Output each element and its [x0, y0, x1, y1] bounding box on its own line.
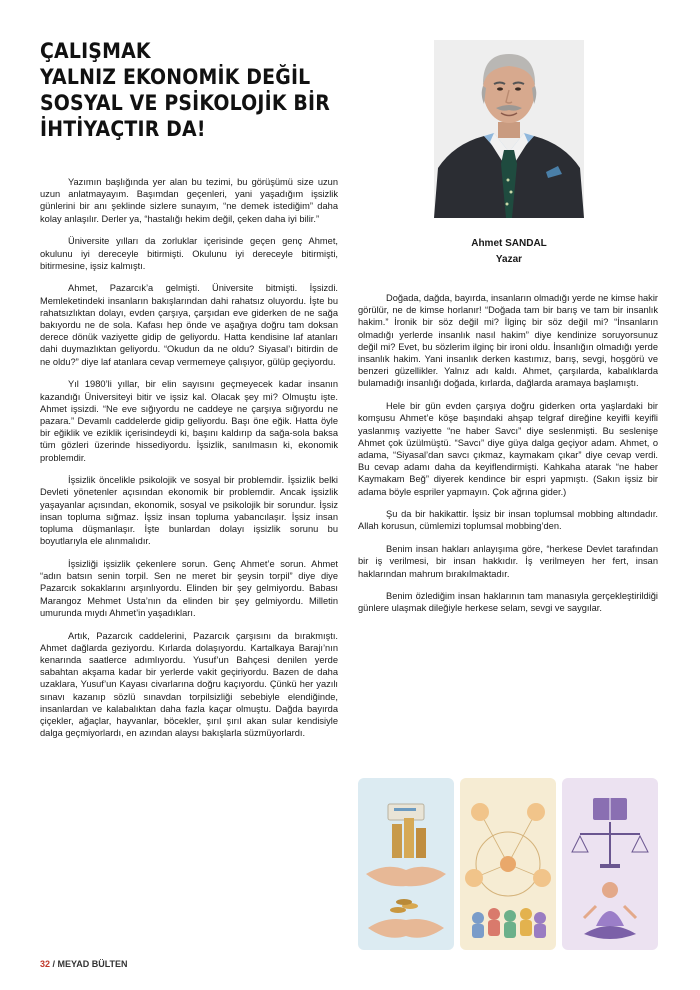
paragraph: İşsizliği işsizlik çekenlere sorun. Genç Ahmet’e sorun. Ahmet “adın batsın senin torpil. Sen ne meret bir şeysin torpil” diye diye Pazarcık sokaklarını arşınlıyordu. Elinden bir şey gelmiyordu. Babası Marangoz Mehmet Usta’nın da elinden bir şey gelmiyordu. Milletin umurunda mıydı Ahmet’in yaşadıkları.	[40, 558, 338, 618]
title-line: YALNIZ EKONOMİK DEĞİL	[40, 65, 311, 89]
title-line: SOSYAL VE PSİKOLOJİK BİR	[40, 91, 330, 115]
title-line: ÇALIŞMAK	[40, 39, 151, 63]
left-column	[40, 176, 338, 750]
author-role: Yazar	[495, 254, 523, 265]
author-photo	[434, 40, 584, 218]
paragraph: Benim özlediğim insan haklarının tam manasıyla gerçekleştirildiği günlere ulaşmak dileğiyle herkese selam, sevgi ve saygılar.	[358, 591, 658, 614]
paragraph: Ahmet, Pazarcık’a gelmişti. Üniversite bitmişti. İşsizdi. Memleketindeki insanların bakışlarından dahi rahatsız oluyordu. İşte bu rahatsızlıktan dolayı, evden çarşıya, çarşıdan eve giderken de ne sağa bakıyordu ne de sola. Kafası hep önde ve aşağıya doğru tam doksan derece dönük vaziyette gidip de geliyordu. Hatta kendisine laf atanları dahi duymazlıktan geliyordu. “Okudun da ne oldu? Siyasal’ı bitirdin de ne oldu?” diye laf atanlara cevap vermemeye çalışıyor, gülüp geçiyordu.	[40, 283, 338, 367]
paragraph: Doğada, dağda, bayırda, insanların olmadığı yerde ne kimse hakir görülür, ne de kimse horlanır! “Doğada tam bir barış ve tam bir insanlık hakim.” İronik bir söz değil mi? İlginç bir söz değil mi? “İnsanların olmadığı yerlerde insanlık nasıl hakim” diye kendinize soruyorsunuz değil mi? Evet, bu sözlerim ilginç bir ironi oldu. İnsanlığın olmadığı yerde insanlık hakim. Yani insanlık derken kastımız, barış, sevgi, hoşgörü ve benzeri güzellikler. Yalnız adı kaldı. Ahmet, çarşılarda, kabalıklarda bulamadığı insanlığı doğada, kırlarda, dağlarda aramaya başlamıştı.	[358, 293, 658, 389]
paragraph: Şu da bir hakikattir. İşsiz bir insan toplumsal mobbing altındadır. Allah korusun, cümlemizi toplumsal mobbing’den.	[358, 509, 658, 532]
article-title	[40, 38, 330, 142]
paragraph: Yıl 1980’li yıllar, bir elin sayısını geçmeyecek kadar insanın kazandığı Üniversiteyi bitir ve işsiz kal. Olacak şey mi? Olmuştu işte. Ahmet işsizdi. “Ne eve sığıyordu ne caddeye ne çarşıya sığıyordu ne pazara.” Devamlı caddelerde gidip geliyordu. Başı öne eğik. Hatta öyle bir eğiklik ve eziklik içerisindeydi ki, başını kaldırıp da sağa-sola baksa tüm gözleri üzerinde hissediyordu. İşsizlik, sanılmasın ki, ekonomik problemdir.	[40, 379, 338, 463]
page-number: 32	[40, 959, 51, 969]
people-network-illustration	[460, 778, 556, 950]
author-portrait-illustration	[434, 40, 584, 218]
coins-hands-illustration	[358, 778, 454, 950]
paragraph: Hele bir gün evden çarşıya doğru giderken orta yaşlardaki bir komşusu Ahmet’e köşe başındaki ahşap telgraf direğine keyifli keyifli yaslanmış vaziyette “ne haber Savcı” diye seslenmişti. Bu seslenişe Ahmet çok üzülmüştü. “Savcı” diye güya dalga geçiyor adam. Ahmet, o adama, “Siyasal’dan savcı çıkmaz, kaymakam çıkar” diye cevap verdi. Bu cevap adamı daha da keyiflendirmişti. Kahkaha atarak “ne haber Kaymakam Beğ” diyerek kendince bir espri yapmıştı. (Sakın işsiz bir adama böyle espriler yapmayın. Çok ağrına gider.)	[358, 401, 658, 497]
paragraph: İşsizlik öncelikle psikolojik ve sosyal bir problemdir. İşsizlik belki Devleti yönetenler açısından ekonomik bir problemdir. Ancak işsizlik yaşayanlar açısından, ekonomik, sosyal ve psikolojik bir sorundur. İşsiz insan topluma sığmaz. İşsiz insan topluma yabancılaşır. İşsiz insan topluma düşmanlaşır. İşte bunlardan dolayı işsizlik sorunu bu boyutlarıyla ele alınmalıdır.	[40, 475, 338, 547]
paragraph: Artık, Pazarcık caddelerini, Pazarcık çarşısını da bırakmıştı. Ahmet dağlarda geziyordu. Kırlarda dolaşıyordu. Kartalkaya Barajı’nın kenarında saatlerce adımlıyordu. Yusuf’un Bahçesi denilen yerde sabahtan akşama kadar bir yerlerde vakit geçiriyordu. Bazen de daha uzaklara, Yusuf’un Kayası civarlarına doğru kaçıyordu. Çünkü her yazılı sınavı kazanıp sözlü sınavdan torpilsizliği sebebiyle elendiğinde, insanlardan ve kalabalıktan daha fazla kaçar olmuştu. Dağda bayırda çiçekler, ağaçlar, hayvanlar, böcekler, şırıl şırıl akan sular kendisiyle dalga geçmiyorlardı, en azından alaysı bakışlarla süzmüyorlardı.	[40, 630, 338, 739]
footer-separator: /	[50, 959, 58, 969]
page-footer	[40, 959, 128, 969]
title-line: İHTİYAÇTIR DA!	[40, 117, 206, 141]
paragraph: Üniversite yılları da zorluklar içerisinde geçen genç Ahmet, okulunu iyi dereceyle bitirmişti. Okulunu iyi dereceyle bitirmişti, bitirmesine, işsiz kalmıştı.	[40, 236, 338, 271]
publication-name: MEYAD BÜLTEN	[57, 959, 128, 969]
scales-meditation-illustration	[562, 778, 658, 950]
author-info	[434, 236, 584, 268]
right-column	[358, 292, 658, 625]
author-name: Ahmet SANDAL	[471, 238, 547, 249]
paragraph: Yazımın başlığında yer alan bu tezimi, bu görüşümü size uzun uzun anlatmayayım. Başımdan geçenleri, yani yaşadığım işsizlik günlerini bir anı şeklinde sizlere sunayım, “ne demek istediğim” daha kolay anlaşılır. Derler ya, “hastalığı hekim değil, çeken daha iyi bilir.”	[40, 177, 338, 224]
paragraph: Benim insan hakları anlayışıma göre, “herkese Devlet tarafından bir iş verilmesi, bir insan hakkıdır. İş verilmeyen her fert, insan haklarından mahrum bırakılmaktadır.	[358, 544, 658, 579]
illustration-strip	[358, 778, 658, 950]
